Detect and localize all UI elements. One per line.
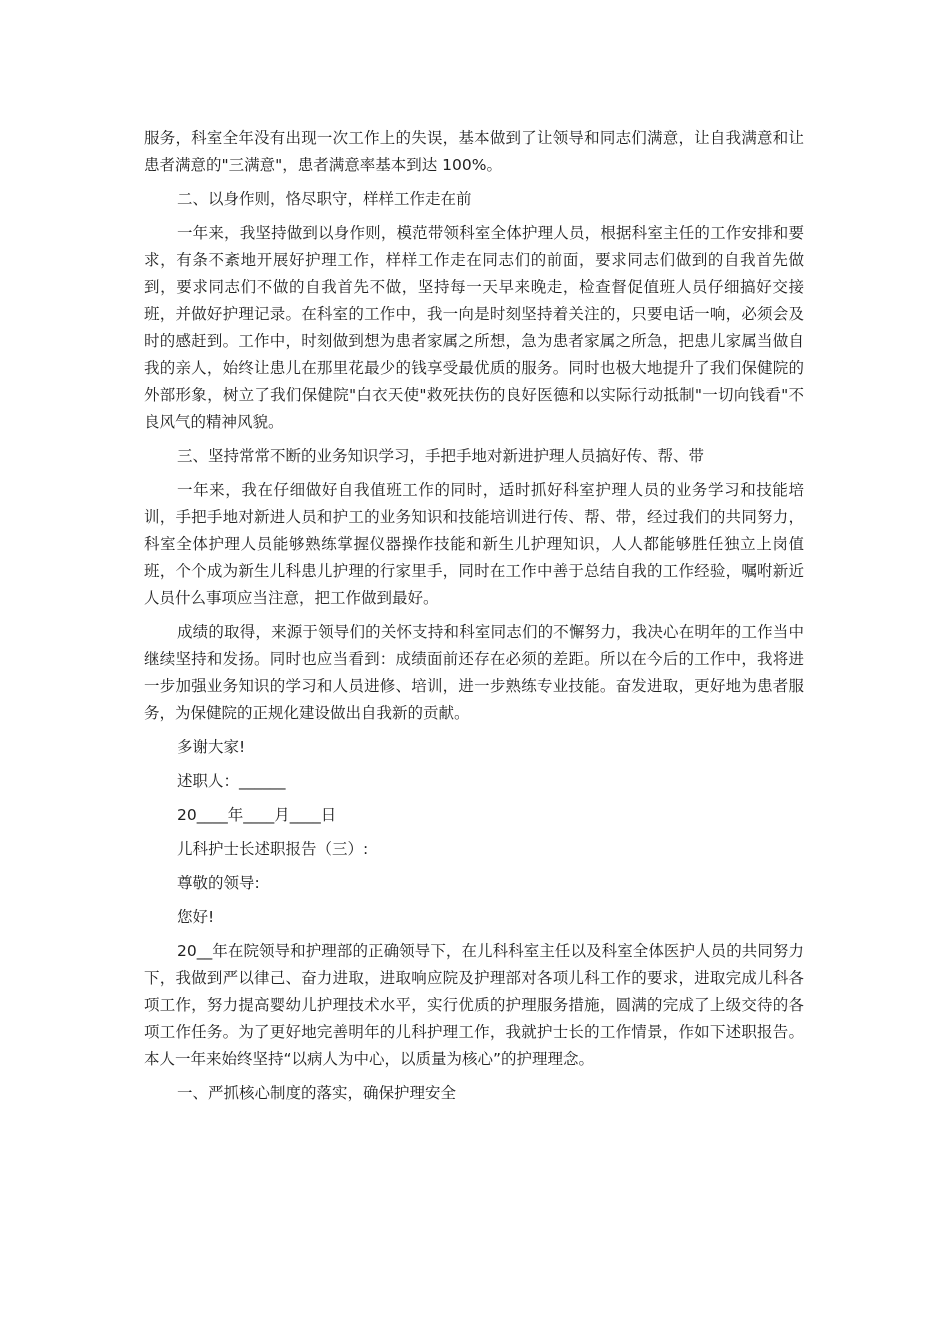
date-line: 20____年____月____日 — [177, 806, 337, 824]
paragraph-body: 20__年在院领导和护理部的正确领导下，在儿科科室主任以及科室全体医护人员的共同努力下，我做到严以律己、奋力进取，进取响应院及护理部对各项儿科工作的要求，进取完成儿科各项工作，努力提高婴幼儿护理技术水平，实行优质的护理服务措施，圆满的完成了上级交待的各项工作任务。为了更好地完善明年的儿科护理工作，我就护士长的工作情景，作如下述职报告。本人一年来始终坚持“以病人为中心，以质量为核心”的护理理念。 — [144, 942, 804, 1068]
paragraph-body: 一年来，我坚持做到以身作则，模范带领科室全体护理人员，根据科室主任的工作安排和要求，有条不紊地开展好护理工作，样样工作走在同志们的前面，要求同志们做到的自我首先做到，要求同志们不做的自我首先不做，坚持每一天早来晚走，检查督促值班人员仔细搞好交接班，并做好护理记录。在科室的工作中，我一向是时刻坚持着关注的，只要电话一响，必须会及时的感赶到。工作中，时刻做到想为患者家属之所想，急为患者家属之所急，把患儿家属当做自我的亲人，始终让患儿在那里花最少的钱享受最优质的服务。同时也极大地提升了我们保健院的外部形象，树立了我们保健院"白衣天使"救死扶伤的良好医德和以实际行动抵制"一切向钱看"不良风气的精神风貌。 — [144, 224, 804, 431]
reporter-line: 述职人：______ — [177, 772, 286, 790]
paragraph-body: 成绩的取得，来源于领导们的关怀支持和科室同志们的不懈努力，我决心在明年的工作当中继续坚持和发扬。同时也应当看到：成绩面前还存在必须的差距。所以在今后的工作中，我将进一步加强业务知识的学习和人员进修、培训，进一步熟练专业技能。奋发进取，更好地为患者服务，为保健院的正规化建设做出自我新的贡献。 — [144, 623, 804, 722]
section-heading-2: 二、以身作则，恪尽职守，样样工作走在前 — [177, 190, 472, 208]
section-heading-3: 三、坚持常常不断的业务知识学习，手把手地对新进护理人员搞好传、帮、带 — [177, 447, 705, 465]
thanks-line: 多谢大家! — [177, 738, 246, 756]
document-page — [144, 125, 804, 1114]
paragraph-continuation: 服务，科室全年没有出现一次工作上的失误，基本做到了让领导和同志们满意，让自我满意和让患者满意的"三满意"，患者满意率基本到达 100%。 — [144, 129, 804, 174]
greeting: 您好! — [177, 908, 215, 926]
report-title: 儿科护士长述职报告（三）: — [177, 840, 369, 858]
section-heading-1: 一、严抓核心制度的落实，确保护理安全 — [177, 1084, 457, 1102]
salutation: 尊敬的领导: — [177, 874, 260, 892]
paragraph-body: 一年来，我在仔细做好自我值班工作的同时，适时抓好科室护理人员的业务学习和技能培训，手把手地对新进人员和护工的业务知识和技能培训进行传、帮、带，经过我们的共同努力，科室全体护理人员能够熟练掌握仪器操作技能和新生儿护理知识，人人都能够胜任独立上岗值班，个个成为新生儿科患儿护理的行家里手，同时在工作中善于总结自我的工作经验，嘱咐新近人员什么事项应当注意，把工作做到最好。 — [144, 481, 804, 607]
